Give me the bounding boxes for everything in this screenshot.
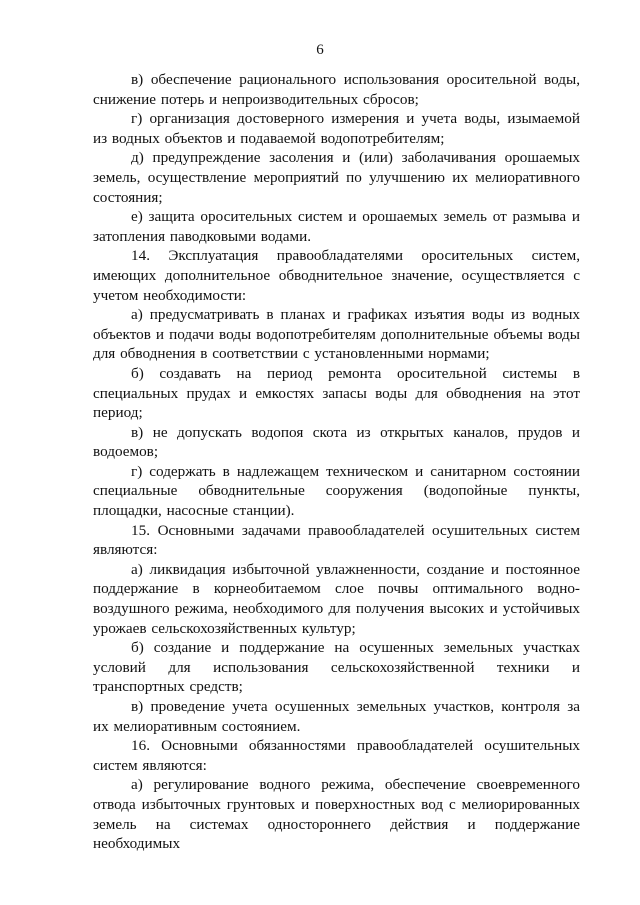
paragraph-14v: в) не допускать водопоя скота из открытых каналов, прудов и водоемов; <box>93 423 580 461</box>
document-body <box>93 70 580 854</box>
paragraph-14a: а) предусматривать в планах и графиках изъятия воды из водных объектов и подачи воды водопотребителям дополнительные объемы воды для обводнения в соответствии с установленными нормами; <box>93 306 580 363</box>
paragraph-3v: в) обеспечение рационального использования оросительной воды, снижение потерь и непроизводительных сбросов; <box>93 71 580 108</box>
paragraph-3e: е) защита оросительных систем и орошаемых земель от размыва и затопления паводковыми водами. <box>93 208 580 245</box>
paragraph-3d: д) предупреждение засоления и (или) заболачивания орошаемых земель, осуществление мероприятий по улучшению их мелиоративного состояния; <box>93 149 580 206</box>
paragraph-14: 14. Эксплуатация правообладателями оросительных систем, имеющих дополнительное обводнительное значение, осуществляется с учетом необходимости: <box>93 247 580 304</box>
paragraph-15b: б) создание и поддержание на осушенных земельных участках условий для использования сельскохозяйственной техники и транспортных средств; <box>93 639 580 696</box>
paragraph-15: 15. Основными задачами правообладателей осушительных систем являются: <box>93 521 580 559</box>
paragraph-16: 16. Основными обязанностями правообладателей осушительных систем являются: <box>93 737 580 774</box>
paragraph-3g: г) организация достоверного измерения и учета воды, изымаемой из водных объектов и подаваемой водопотребителям; <box>93 110 580 147</box>
paragraph-14b: б) создавать на период ремонта оросительной системы в специальных прудах и емкостях запасы воды для обводнения на этот период; <box>93 364 580 422</box>
paragraph-14g: г) содержать в надлежащем техническом и санитарном состоянии специальные обводнительные сооружения (водопойные пункты, площадки, насосные станции). <box>93 462 580 520</box>
paragraph-16a: а) регулирование водного режима, обеспечение своевременного отвода избыточных грунтовых и поверхностных вод с мелиорированных земель на системах одностороннего действия и поддержание необходимых <box>93 776 580 853</box>
paragraph-15v: в) проведение учета осушенных земельных участков, контроля за их мелиоративным состоянием. <box>93 698 580 735</box>
page-number: 6 <box>316 42 324 58</box>
paragraph-15a: а) ликвидация избыточной увлажненности, создание и постоянное поддержание в корнеобитаемом слое почвы оптимального водно-воздушного режима, необходимого для получения высоких и устойчивых урожаев сельскохозяйственных культур; <box>93 560 580 637</box>
